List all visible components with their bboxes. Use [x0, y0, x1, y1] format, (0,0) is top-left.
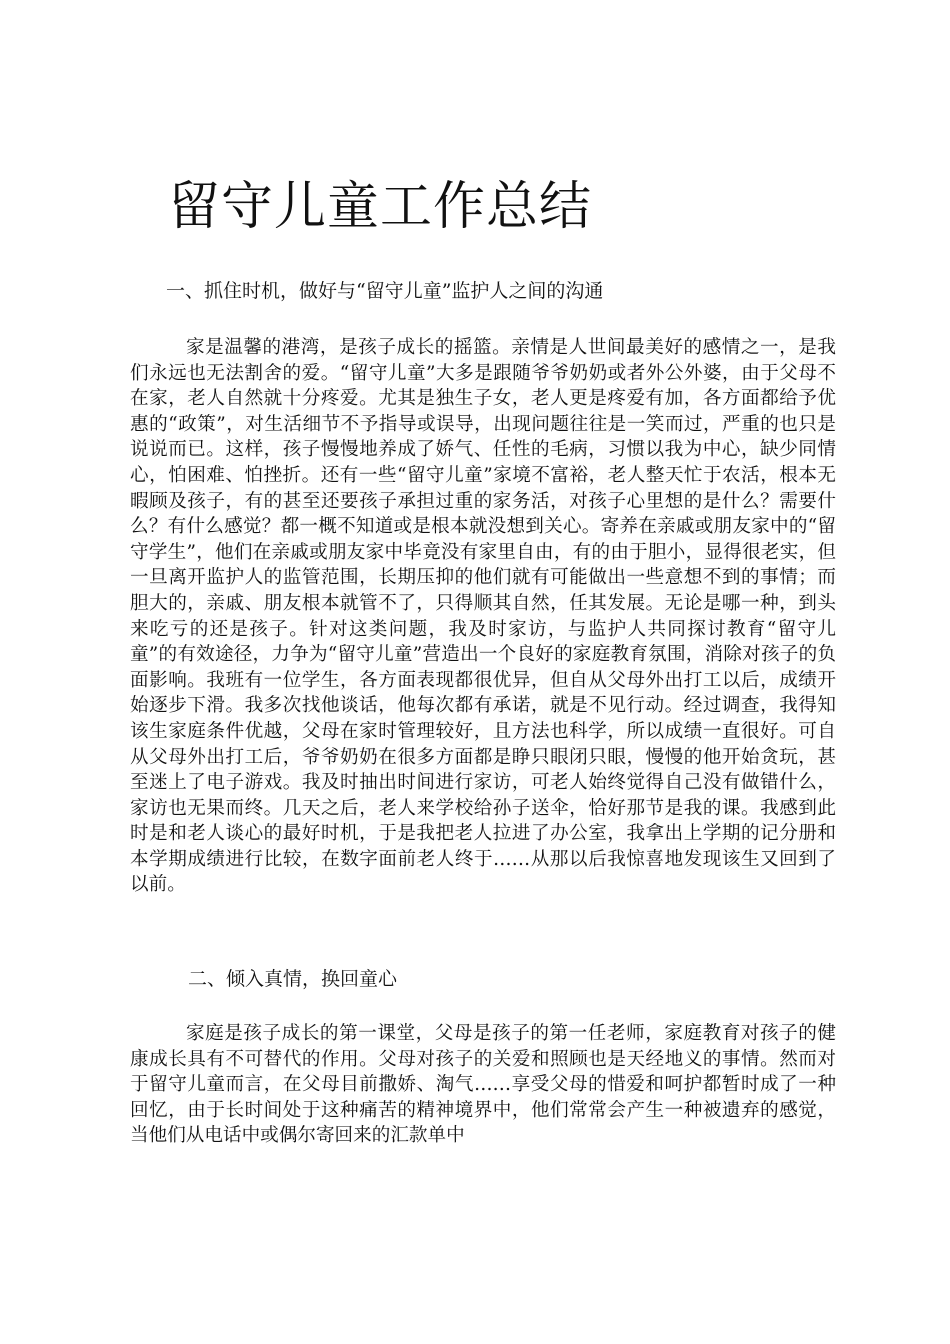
section-heading-1: 一、抓住时机，做好与“留守儿童”监护人之间的沟通 [166, 280, 604, 302]
section-paragraph-1: 家是温馨的港湾，是孩子成长的摇篮。亲情是人世间最美好的感情之一，是我们永远也无法割舍的爱。“留守儿童”大多是跟随爷爷奶奶或者外公外婆，由于父母不在家，老人自然就十分疼爱。尤其是独生子女，老人更是疼爱有加，各方面都给予优惠的“政策”，对生活细节不予指导或误导，出现问题往往是一笑而过，严重的也只是说说而已。这样，孩子慢慢地养成了娇气、任性的毛病，习惯以我为中心，缺少同情心，怕困难、怕挫折。还有一些“留守儿童”家境不富裕，老人整天忙于农活，根本无暇顾及孩子，有的甚至还要孩子承担过重的家务活，对孩子心里想的是什么？需要什么？有什么感觉？都一概不知道或是根本就没想到关心。寄养在亲戚或朋友家中的“留守学生”，他们在亲戚或朋友家中毕竟没有家里自由，有的由于胆小，显得很老实，但一旦离开监护人的监管范围，长期压抑的他们就有可能做出一些意想不到的事情；而胆大的，亲戚、朋友根本就管不了，只得顺其自然，任其发展。无论是哪一种，到头来吃亏的还是孩子。针对这类问题，我及时家访，与监护人共同探讨教育“留守儿童”的有效途径，力争为“留守儿童”营造出一个良好的家庭教育氛围，消除对孩子的负面影响。我班有一位学生，各方面表现都很优异，但自从父母外出打工以后，成绩开始逐步下滑。我多次找他谈话，他每次都有承诺，就是不见行动。经过调查，我得知该生家庭条件优越，父母在家时管理较好，且方法也科学，所以成绩一直很好。可自从父母外出打工后，爷爷奶奶在很多方面都是睁只眼闭只眼，慢慢的他开始贪玩，甚至迷上了电子游戏。我及时抽出时间进行家访，可老人始终觉得自己没有做错什么，家访也无果而终。几天之后，老人来学校给孙子送伞，恰好那节是我的课。我感到此时是和老人谈心的最好时机，于是我把老人拉进了办公室，我拿出上学期的记分册和本学期成绩进行比较，在数字面前老人终于……从那以后我惊喜地发现该生又回到了以前。 [130, 337, 836, 896]
document-title: 留守儿童工作总结 [168, 177, 593, 237]
section-heading-2: 二、倾入真情，换回童心 [188, 968, 398, 990]
section-paragraph-2: 家庭是孩子成长的第一课堂，父母是孩子的第一任老师，家庭教育对孩子的健康成长具有不可替代的作用。父母对孩子的关爱和照顾也是天经地义的事情。然而对于留守儿童而言，在父母目前撒娇、淘气……享受父母的惜爱和呵护都暂时成了一种回忆，由于长时间处于这种痛苦的精神境界中，他们常常会产生一种被遗弃的感觉，当他们从电话中或偶尔寄回来的汇款单中 [130, 1023, 836, 1147]
